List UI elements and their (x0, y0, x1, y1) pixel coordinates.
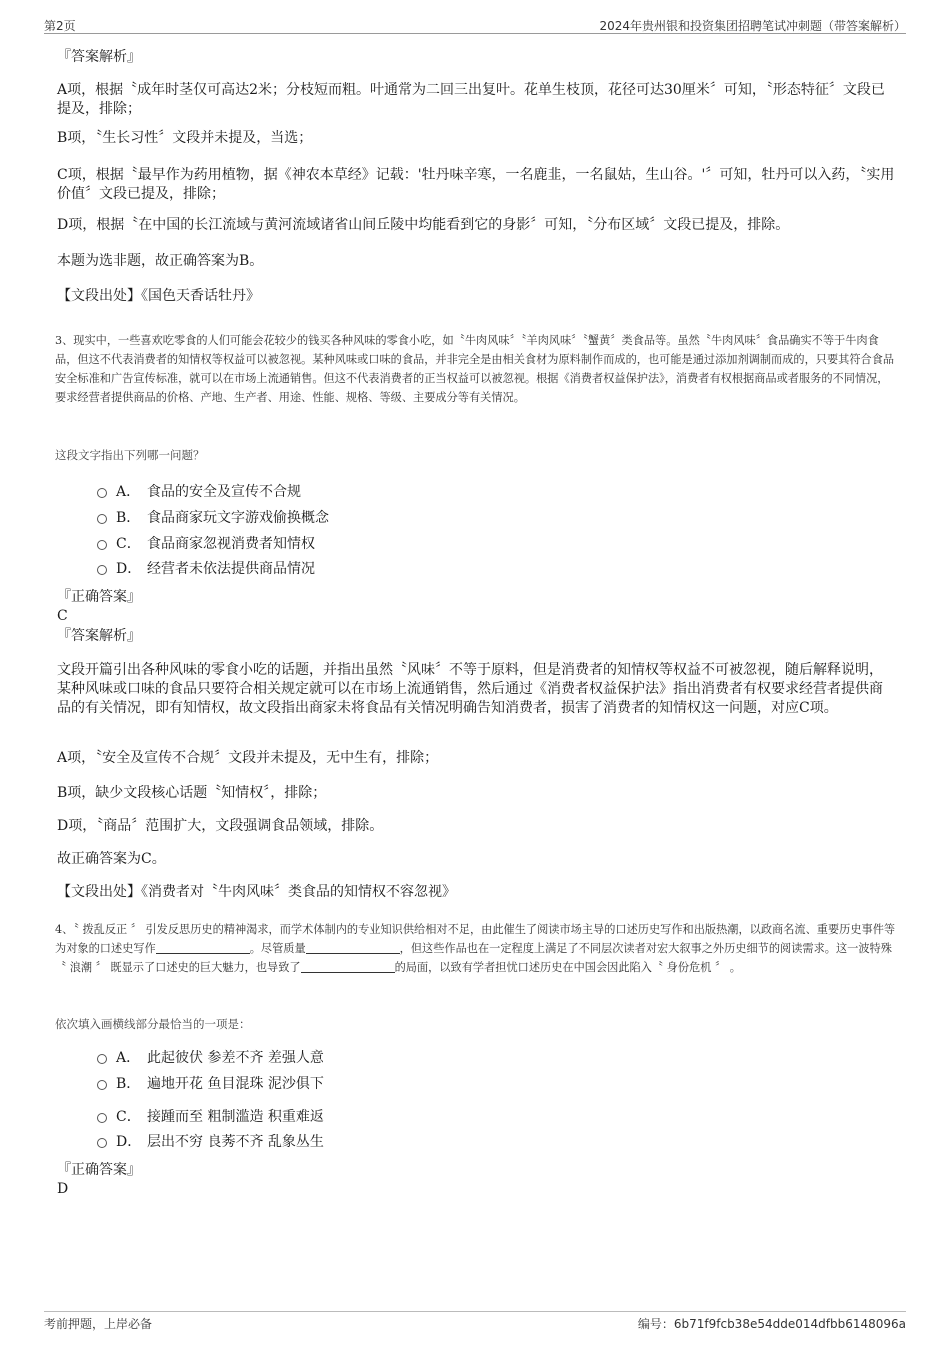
radio-icon[interactable] (97, 514, 107, 524)
q3-analysis-label: 『答案解析』 (57, 628, 141, 644)
q3-option-b[interactable]: B． 食品商家玩文字游戏偷换概念 (97, 508, 329, 528)
q3-analysis: 文段开篇引出各种风味的零食小吃的话题，并指出虽然〝风味〞不等于原料，但是消费者的知情权等权益不可被忽视，随后解释说明，某种风味或口味的食品只要符合相关规定就可以在市场上流通销售，然后通过《消费者权益保护法》指出消费者有权要求经营者提供商品的有关情况，即有知情权，故文段指出商家未将食品有关情况明确告知消费者，损害了消费者的知情权这一问题，对应C项。 (57, 662, 883, 716)
fill-blank-2[interactable] (306, 941, 400, 954)
header-divider (44, 33, 906, 34)
footer-divider (44, 1311, 906, 1312)
q3-analysis-d: D项，〝商品〞范围扩大，文段强调食品领域，排除。 (57, 818, 384, 834)
q2-analysis-label: 『答案解析』 (57, 49, 141, 65)
q4-question: 依次填入画横线部分最恰当的一项是： (55, 1017, 251, 1031)
q3-question: 这段文字指出下列哪一问题？ (55, 448, 205, 462)
q2-analysis-b: B项，〝生长习性〞文段并未提及，当选； (57, 130, 313, 146)
q4-answer-label: 『正确答案』 (57, 1162, 141, 1178)
q3-option-c[interactable]: C． 食品商家忽视消费者知情权 (97, 534, 315, 554)
q3-analysis-a: A项，〝安全及宣传不合规〞文段并未提及，无中生有，排除； (57, 750, 439, 766)
q3-answer: C (57, 608, 68, 624)
q3-option-a[interactable]: A． 食品的安全及宣传不合规 (97, 482, 301, 502)
q3-conclusion: 故正确答案为C。 (57, 851, 166, 867)
q4-option-a[interactable]: A． 此起彼伏 参差不齐 差强人意 (97, 1048, 324, 1068)
radio-icon[interactable] (97, 1054, 107, 1064)
q3-stem: 3、现实中，一些喜欢吃零食的人们可能会花较少的钱买各种风味的零食小吃，如〝牛肉风味〞〝羊肉风味〞〝蟹黄〞类食品等。虽然〝牛肉风味〞食品确实不等于牛肉食品，但这不代表消费者的知情权等权益可以被忽视。某种风味或口味的食品，并非完全是由相关食材为原料制作而成的，也可能是通过添加剂调制而成的，只要其符合食品安全标准和广告宣传标准，就可以在市场上流通销售。但这不代表消费者的正当权益可以被忽视。根据《消费者权益保护法》，消费者有权根据商品或者服务的不同情况，要求经营者提供商品的价格、产地、生产者、用途、性能、规格、等级、主要成分等有关情况。 (55, 334, 895, 404)
q2-analysis-d: D项，根据〝在中国的长江流域与黄河流域诸省山间丘陵中均能看到它的身影〞可知，〝分布区域〞文段已提及，排除。 (57, 217, 790, 233)
q4-option-c[interactable]: C． 接踵而至 粗制滥造 积重难返 (97, 1107, 324, 1127)
q2-conclusion: 本题为选非题，故正确答案为B。 (57, 253, 264, 269)
q4-stem: 4、〝 拨乱反正 〞 引发反思历史的精神渴求，而学术体制内的专业知识供给相对不足，由此催生了阅读市场主导的口述历史写作和出版热潮，以政商名流、重要历史事件等为对象的口述史写作 。尽管质量 ，但这些作品也在一定程度上满足了不同层次读者对宏大叙事之外历史细节的阅读需求。这一波特殊〝 浪潮 〞 既显示了口述史的巨大魅力，也导致了 的局面，以致有学者担忧口述历史在中国会因此陷入〝 身份危机 〞 。 (55, 923, 896, 974)
radio-icon[interactable] (97, 488, 107, 498)
q2-analysis-c: C项，根据〝最早作为药用植物，据《神农本草经》记载：'牡丹味辛寒，一名鹿韭，一名鼠姑，生山谷。'〞可知，牡丹可以入药，〝实用价值〞文段已提及，排除； (57, 167, 895, 202)
radio-icon[interactable] (97, 1080, 107, 1090)
q4-option-b[interactable]: B． 遍地开花 鱼目混珠 泥沙俱下 (97, 1074, 324, 1094)
q3-option-d[interactable]: D． 经营者未依法提供商品情况 (97, 559, 315, 579)
fill-blank-1[interactable] (156, 941, 250, 954)
page-number: 第2页 (44, 19, 76, 33)
q4-option-d[interactable]: D． 层出不穷 良莠不齐 乱象丛生 (97, 1132, 324, 1152)
fill-blank-3[interactable] (301, 960, 395, 973)
q3-source: 【文段出处】《消费者对〝牛肉风味〞类食品的知情权不容忽视》 (57, 884, 456, 900)
q2-source: 【文段出处】《国色天香话牡丹》 (57, 288, 260, 304)
q4-answer: D (57, 1181, 69, 1197)
footer-slogan: 考前押题，上岸必备 (44, 1317, 153, 1331)
radio-icon[interactable] (97, 565, 107, 575)
q2-analysis-a: A项，根据〝成年时茎仅可高达2米；分枝短而粗。叶通常为二回三出复叶。花单生枝顶，花径可达30厘米〞可知，〝形态特征〞文段已提及，排除； (57, 82, 885, 117)
radio-icon[interactable] (97, 1138, 107, 1148)
document-title: 2024年贵州银和投资集团招聘笔试冲刺题（带答案解析） (599, 19, 906, 33)
radio-icon[interactable] (97, 1113, 107, 1123)
q3-analysis-b: B项，缺少文段核心话题〝知情权〞，排除； (57, 785, 327, 801)
document-serial: 编号：6b71f9fcb38e54dde014dfbb6148096a (637, 1317, 906, 1331)
radio-icon[interactable] (97, 540, 107, 550)
q3-answer-label: 『正确答案』 (57, 589, 141, 605)
